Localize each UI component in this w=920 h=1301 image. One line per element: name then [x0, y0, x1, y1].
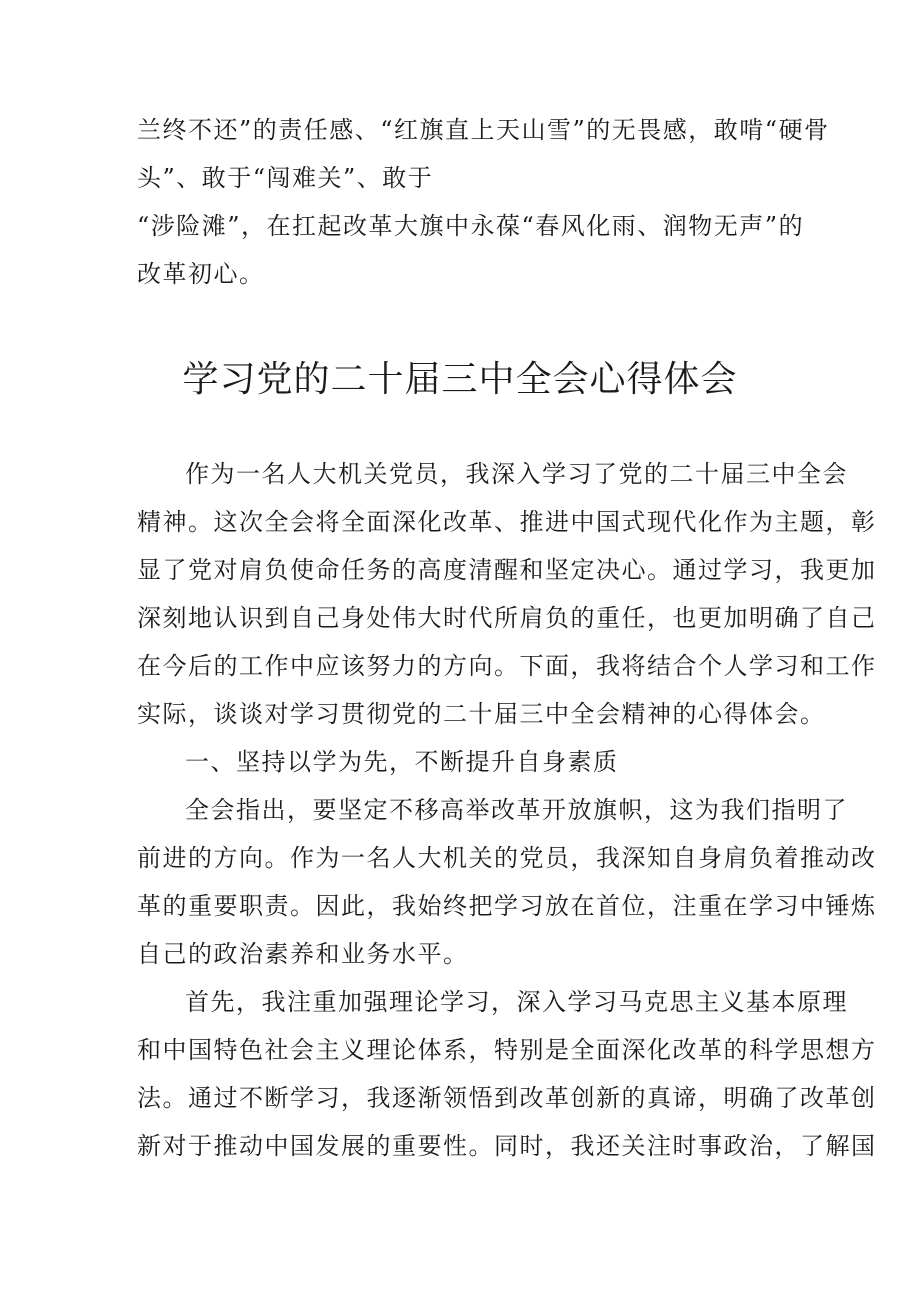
text-line: 前进的方向。作为一名人大机关的党员，我深知自身肩负着推动改 — [137, 844, 877, 872]
text-line: 法。通过不断学习，我逐渐领悟到改革创新的真谛，明确了改革创 — [137, 1084, 877, 1112]
text-line: 在今后的工作中应该努力的方向。下面，我将结合个人学习和工作 — [137, 652, 877, 680]
text-line: 全会指出，要坚定不移高举改革开放旗帜，这为我们指明了 — [185, 796, 848, 824]
text-line: 革的重要职责。因此，我始终把学习放在首位，注重在学习中锤炼 — [137, 892, 877, 920]
text-line: 头”、敢于“闯难关”、敢于 — [137, 164, 434, 192]
text-line: 实际，谈谈对学习贯彻党的二十届三中全会精神的心得体会。 — [137, 700, 826, 728]
document-title: 学习党的二十届三中全会心得体会 — [182, 359, 738, 400]
text-line: 首先，我注重加强理论学习，深入学习马克思主义基本原理 — [185, 988, 848, 1016]
body-text — [137, 450, 877, 1170]
text-line: “涉险滩”，在扛起改革大旗中永葆“春风化雨、润物无声”的 — [137, 212, 805, 240]
text-line: 新对于推动中国发展的重要性。同时，我还关注时事政治，了解国 — [137, 1132, 877, 1160]
text-line: 精神。这次全会将全面深化改革、推进中国式现代化作为主题，彰 — [137, 508, 877, 536]
text-line: 显了党对肩负使命任务的高度清醒和坚定决心。通过学习，我更加 — [137, 556, 877, 584]
text-line: 兰终不还”的责任感、“红旗直上天山雪”的无畏感，敢啃“硬骨 — [137, 116, 830, 144]
text-line: 自己的政治素养和业务水平。 — [137, 940, 469, 968]
text-line: 改革初心。 — [137, 260, 265, 288]
continuation-paragraph — [137, 106, 830, 298]
text-line: 和中国特色社会主义理论体系，特别是全面深化改革的科学思想方 — [137, 1036, 877, 1064]
text-line: 作为一名人大机关党员，我深入学习了党的二十届三中全会 — [185, 460, 848, 488]
text-line: 深刻地认识到自己身处伟大时代所肩负的重任，也更加明确了自己 — [137, 604, 877, 632]
section-heading: 一、坚持以学为先，不断提升自身素质 — [185, 748, 619, 776]
